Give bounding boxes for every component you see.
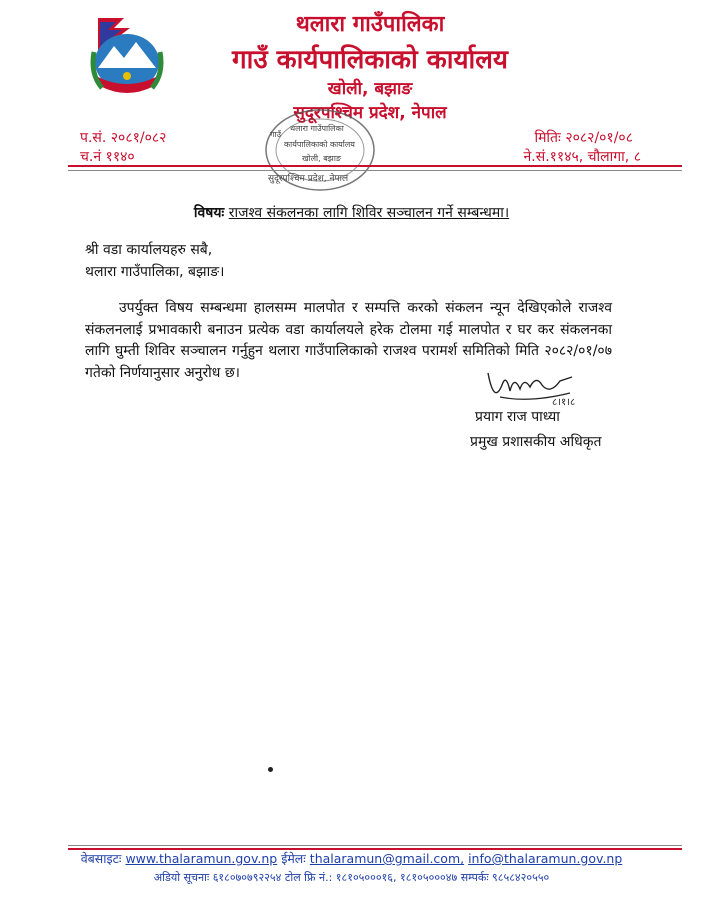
header-province: सुदूरपश्चिम प्रदेश, नेपाल bbox=[293, 103, 447, 123]
footer-phone-line: अडियो सूचनाः ६१८०७०७९२२५४ टोल फ्रि नं.: १८१०५०००१६, १८१०५०००४७ सम्पर्कः ९८५८४२०५५० bbox=[153, 871, 550, 884]
subject-label: विषयः bbox=[193, 205, 225, 221]
signature bbox=[480, 365, 590, 410]
header-municipality: थलारा गाउँपालिका bbox=[295, 12, 445, 37]
ref-chn: च.नं ११४० bbox=[80, 149, 135, 165]
email-link-2[interactable]: info@thalaramun.gov.np bbox=[468, 851, 623, 866]
ref-ns: ने.सं.११४५, चौलागा, ८ bbox=[523, 149, 641, 165]
addressee-line-2: थलारा गाउँपालिका, बझाङ। bbox=[85, 264, 225, 280]
header-office: गाउँ कार्यपालिकाको कार्यालय bbox=[232, 45, 508, 75]
header-location: खोली, बझाङ bbox=[327, 79, 413, 99]
email-link-1[interactable]: thalaramun@gmail.com, bbox=[309, 851, 465, 866]
signatory-title: प्रमुख प्रशासकीय अधिकृत bbox=[470, 434, 602, 450]
footer-divider-grey bbox=[68, 845, 682, 846]
header-divider-red bbox=[68, 165, 682, 167]
signature-date: ८।१।८ bbox=[552, 397, 576, 408]
seal-text-2: थलारा गाउँपालिका bbox=[290, 124, 344, 133]
office-seal bbox=[262, 105, 377, 195]
stray-mark bbox=[268, 767, 273, 772]
letter-body: उपर्युक्त विषय सम्बन्धमा हालसम्म मालपोत र सम्पत्ति करको संकलन न्यून देखिएकोले राजश्व संकलनलाई प्रभावकारी बनाउन प्रत्येक वडा कार्यालयले हरेक टोलमा गई मालपोत र घर कर संकलनका लागि घुम्ती शिविर सञ्चालन गर्नुहुन थलारा गाउँपालिकाको राजश्व परामर्श समितिको मिति २०८२/०१/०७ गतेको निर्णयानुसार अनुरोध छ। bbox=[85, 300, 612, 381]
website-link[interactable]: www.thalaramun.gov.np bbox=[125, 851, 278, 866]
subject-line bbox=[0, 203, 703, 222]
ref-ps: प.सं. २०८१/०८२ bbox=[80, 130, 167, 146]
website-label: वेबसाइटः bbox=[80, 851, 122, 866]
header-divider-grey bbox=[68, 170, 682, 171]
seal-text-5: सुदूरपश्चिम प्रदेश, नेपाल bbox=[268, 174, 349, 184]
subject-text: राजश्व संकलनका लागि शिविर सञ्चालन गर्ने सम्बन्धमा। bbox=[228, 205, 510, 221]
addressee-line-1: श्री वडा कार्यालयहरु सबै, bbox=[85, 242, 213, 258]
seal-text-3: कार्यपालिकाको कार्यालय bbox=[284, 140, 355, 149]
seal-text-1: गाउँ bbox=[270, 130, 281, 139]
signatory-name: प्रयाग राज पाध्या bbox=[475, 409, 560, 425]
email-label: ईमेलः bbox=[281, 851, 306, 866]
seal-text-4: खोली, बझाङ bbox=[302, 154, 341, 163]
ref-date: मितिः २०८२/०१/०८ bbox=[534, 130, 633, 146]
footer-contact bbox=[0, 850, 703, 867]
